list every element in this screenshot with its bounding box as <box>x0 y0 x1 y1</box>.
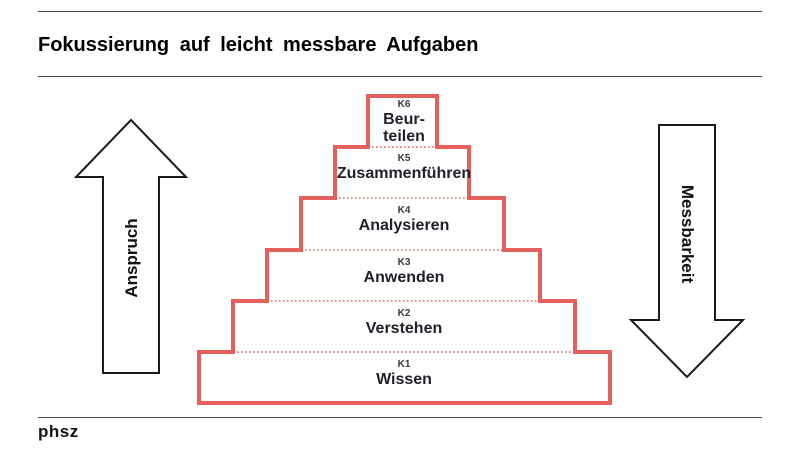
level-label-k2 <box>284 320 524 337</box>
level-code-k1: K1 <box>397 359 411 370</box>
level-label-k1-line1: Wissen <box>376 371 432 388</box>
level-label-k1 <box>284 371 524 388</box>
level-label-k5-line1: Zusammenführen <box>336 165 472 182</box>
pyramid-level-k3 <box>284 257 524 286</box>
left-arrow-label: Anspruch <box>122 218 141 298</box>
pyramid-level-k2 <box>284 308 524 337</box>
level-code-k6: K6 <box>397 99 411 110</box>
bottom-rule <box>38 417 762 418</box>
level-label-k6 <box>284 111 524 145</box>
level-code-k4: K4 <box>397 205 411 216</box>
pyramid-level-k5 <box>284 153 524 182</box>
level-label-k2-line1: Verstehen <box>365 320 443 337</box>
page-title: Fokussierung auf leicht messbare Aufgaben <box>38 34 479 57</box>
right-arrow-label: Messbarkeit <box>678 184 697 284</box>
level-label-k6-line1: Beur- <box>383 111 425 128</box>
pyramid-level-k4 <box>284 205 524 234</box>
level-code-k2: K2 <box>397 308 411 319</box>
pyramid-level-k1 <box>284 359 524 388</box>
level-label-k6-line2: teilen <box>383 128 425 145</box>
level-code-k5: K5 <box>397 153 411 164</box>
level-label-k3 <box>284 269 524 286</box>
level-label-k5 <box>284 165 524 182</box>
level-label-k4-line1: Analysieren <box>358 217 450 234</box>
pyramid-level-k6 <box>284 99 524 145</box>
level-label-k3-line1: Anwenden <box>363 269 445 286</box>
level-label-k4 <box>284 217 524 234</box>
level-code-k3: K3 <box>397 257 411 268</box>
phsz-logo: phsz <box>38 422 79 441</box>
